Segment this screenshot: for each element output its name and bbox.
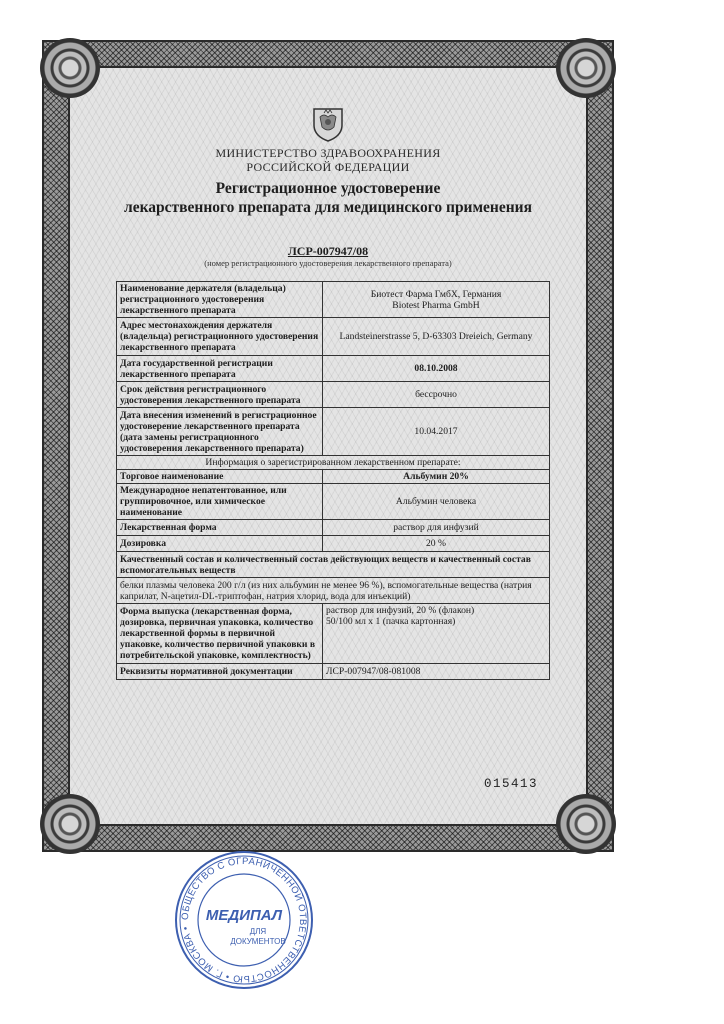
- release-form-label: Форма выпуска (лекарственная форма, дозировка, первичная упаковка, количество лекарственной формы в первичной упаковке, количество первичной упаковки в потребительской упаковке, комплектность): [117, 604, 323, 664]
- inn-label: Международное непатентованное, или группировочное, или химическое наименование: [117, 484, 323, 520]
- table-row: [117, 382, 550, 408]
- holder-value-ru: Биотест Фарма ГмбХ, Германия: [370, 288, 502, 300]
- dose-value: 20 %: [323, 536, 550, 552]
- ministry-line: МИНИСТЕРСТВО ЗДРАВООХРАНЕНИЯ: [215, 146, 441, 160]
- table-row: [117, 520, 550, 536]
- table-row: [117, 484, 550, 520]
- ministry-name: [66, 146, 590, 174]
- address-value: Landsteinerstrasse 5, D-63303 Dreieich, Germany: [323, 318, 550, 356]
- document-title: [66, 179, 590, 217]
- table-row: [117, 408, 550, 456]
- holder-label: Наименование держателя (владельца) регистрационного удостоверения лекарственного препарата: [117, 282, 323, 318]
- corner-rosette: [556, 794, 616, 854]
- validity-value: бессрочно: [323, 382, 550, 408]
- coat-of-arms-icon: [308, 103, 348, 143]
- dosage-form-label: Лекарственная форма: [117, 520, 323, 536]
- table-row: [117, 552, 550, 578]
- ministry-line: РОССИЙСКОЙ ФЕДЕРАЦИИ: [246, 160, 410, 174]
- company-stamp: [172, 848, 316, 992]
- table-row: [117, 604, 550, 664]
- title-line: Регистрационное удостоверение: [215, 180, 441, 197]
- registration-date-value: 08.10.2008: [323, 356, 550, 382]
- dosage-form-value: раствор для инфузий: [323, 520, 550, 536]
- normative-doc-value: ЛСР-007947/08-081008: [323, 664, 550, 680]
- registration-table: [116, 281, 550, 680]
- validity-label: Срок действия регистрационного удостоверения лекарственного препарата: [117, 382, 323, 408]
- product-info-header: Информация о зарегистрированном лекарственном препарате:: [117, 456, 550, 470]
- release-form-line: 50/100 мл х 1 (пачка картонная): [326, 616, 456, 627]
- corner-rosette: [40, 794, 100, 854]
- registration-date-label: Дата государственной регистрации лекарственного препарата: [117, 356, 323, 382]
- composition-label: Качественный состав и количественный состав действующих веществ и качественный состав вспомогательных веществ: [117, 552, 550, 578]
- release-form-line: раствор для инфузий, 20 % (флакон): [326, 605, 475, 616]
- table-row: [117, 536, 550, 552]
- title-line: лекарственного препарата для медицинского применения: [124, 199, 532, 216]
- table-row: [117, 578, 550, 604]
- registration-number: ЛСР-007947/08: [287, 244, 369, 258]
- table-row: [117, 356, 550, 382]
- changes-date-value: 10.04.2017: [323, 408, 550, 456]
- registration-number-note: (номер регистрационного удостоверения лекарственного препарата): [204, 258, 452, 268]
- table-row: [117, 664, 550, 680]
- table-row: [117, 318, 550, 356]
- corner-rosette: [556, 38, 616, 98]
- trade-name-label: Торговое наименование: [117, 470, 323, 484]
- release-form-value: [323, 604, 550, 664]
- inn-value: Альбумин человека: [323, 484, 550, 520]
- trade-name-value: Альбумин 20%: [323, 470, 550, 484]
- form-serial-number: 015413: [484, 777, 539, 791]
- composition-value: белки плазмы человека 200 г/л (из них альбумин не менее 96 %), вспомогательные вещества (натрия каприлат, N-ацетил-DL-триптофан, натрия хлорид, вода для инъекций): [117, 578, 550, 604]
- table-row: [117, 456, 550, 470]
- table-row: [117, 470, 550, 484]
- normative-doc-label: Реквизиты нормативной документации: [117, 664, 323, 680]
- holder-value-en: Biotest Pharma GmbH: [392, 299, 480, 311]
- dose-label: Дозировка: [117, 536, 323, 552]
- stamp-ring-text: ОБЩЕСТВО С ОГРАНИЧЕННОЙ ОТВЕТСТВЕННОСТЬЮ • Г. МОСКВА •: [179, 855, 309, 985]
- corner-rosette: [40, 38, 100, 98]
- stamp-sub-line: ДЛЯ: [249, 927, 267, 936]
- holder-value: [323, 282, 550, 318]
- address-label: Адрес местонахождения держателя (владельца) регистрационного удостоверения лекарственного препарата: [117, 318, 323, 356]
- stamp-company-name: МЕДИПАЛ: [205, 907, 283, 924]
- stamp-sub-line: ДОКУМЕНТОВ: [230, 937, 286, 946]
- changes-date-label: Дата внесения изменений в регистрационное удостоверение лекарственного препарата (дата замены регистрационного удостоверения лекарственного препарата): [117, 408, 323, 456]
- table-row: [117, 282, 550, 318]
